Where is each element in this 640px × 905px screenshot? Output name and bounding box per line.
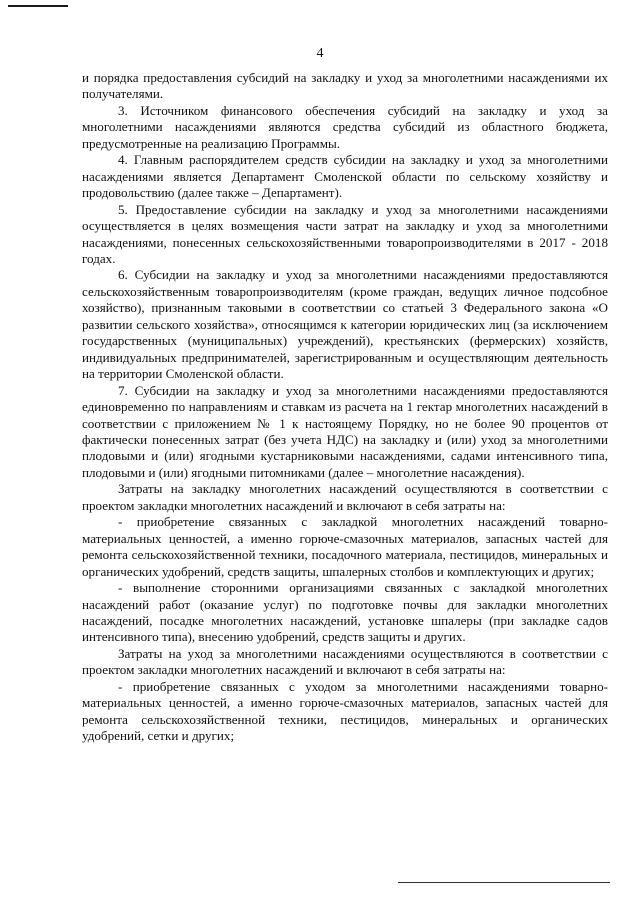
paragraph-1: и порядка предоставления субсидий на закладку и уход за многолетними насаждениями их получателями.: [82, 70, 608, 102]
paragraph-item-7: 7. Субсидии на закладку и уход за многолетними насаждениями предоставляются единовременно по направлениям и ставкам из расчета на 1 гектар многолетних насаждений в соответствии с приложением № 1 к настоящему Порядку, но не более 90 процентов от фактически понесенных затрат (без учета НДС) на закладку и (или) уход за многолетними плодовыми и (или) ягодными кустарниковыми насаждениями, садами интенсивного типа, плодовыми и (или) ягодными питомниками (далее – многолетние насаждения).: [82, 382, 608, 480]
list-item-planting-materials: - приобретение связанных с закладкой многолетних насаждений товарно-материальных ценностей, а именно горюче-смазочных материалов, запасных частей для ремонта сельскохозяйственной техники, посадочного материала, пестицидов, минеральных и органических удобрений, средств защиты, шпалерных столбов и комплектующих и других;: [82, 514, 608, 579]
list-item-planting-services: - выполнение сторонними организациями связанных с закладкой многолетних насаждений работ (оказание услуг) по подготовке почвы для закладки многолетних насаждений, посадке многолетних насаждений, установке шпалеры (при закладке садов интенсивного типа), внесению удобрений, средств защиты и других.: [82, 580, 608, 645]
page-number: 4: [316, 46, 324, 61]
paragraph-item-4: 4. Главным распорядителем средств субсидии на закладку и уход за многолетними насаждениями является Департамент Смоленской области по сельскому хозяйству и продовольствию (далее также – Департамент).: [82, 152, 608, 201]
paragraph-planting-costs: Затраты на закладку многолетних насаждений осуществляются в соответствии с проектом закладки многолетних насаждений и включают в себя затраты на:: [82, 481, 608, 513]
list-item-care-materials: - приобретение связанных с уходом за многолетними насаждениями товарно-материальных ценностей, а именно горюче-смазочных материалов, запасных частей для ремонта сельскохозяйственной техники, пестицидов, минеральных и органических удобрений, сетки и других;: [82, 678, 608, 744]
bottom-rule: [398, 882, 610, 883]
top-rule: [8, 5, 68, 7]
paragraph-item-3: 3. Источником финансового обеспечения субсидий на закладку и уход за многолетними насаждениями являются средства субсидий из областного бюджета, предусмотренные на реализацию Программы.: [82, 102, 608, 151]
paragraph-item-5: 5. Предоставление субсидии на закладку и уход за многолетними насаждениями осуществляется в целях возмещения части затрат на закладку и уход за многолетними насаждениями, понесенных сельскохозяйственными товаропроизводителями в 2017 - 2018 годах.: [82, 201, 608, 266]
paragraph-item-6: 6. Субсидии на закладку и уход за многолетними насаждениями предоставляются сельскохозяйственным товаропроизводителям (кроме граждан, ведущих личное подсобное хозяйство), признанным таковыми в соответствии со статьей 3 Федерального закона «О развитии сельского хозяйства», относящимся к категории юридических лиц (за исключением государственных (муниципальных) учреждений), крестьянских (фермерских) хозяйств, индивидуальных предпринимателей, зарегистрированным и осуществляющим деятельность на территории Смоленской области.: [82, 267, 608, 382]
document-body: [82, 70, 608, 745]
paragraph-care-costs: Затраты на уход за многолетними насаждениями осуществляются в соответствии с проектом закладки многолетних насаждений и включают в себя затраты на:: [82, 645, 608, 678]
